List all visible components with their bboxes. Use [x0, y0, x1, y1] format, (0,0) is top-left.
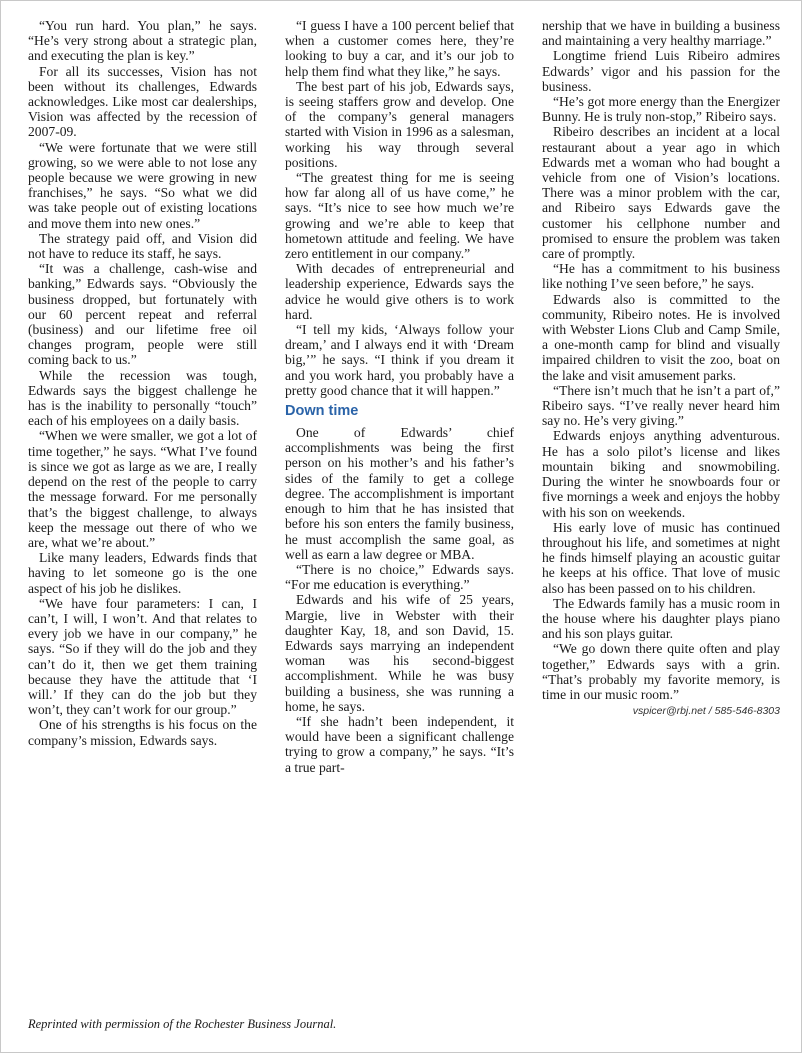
- paragraph: “We have four parameters: I can, I can’t, I will, I won’t. And that relates to every job we have in our company,” he says. “So if they will do the job and they can’t do it, then we get them training because they have the attitude that ‘I will.’ If they can do the job but they won’t, they can’t work for our group.”: [28, 595, 257, 718]
- column-2: [285, 18, 514, 775]
- column-1: [28, 18, 257, 775]
- paragraph: nership that we have in building a business and maintaining a very healthy marriage.”: [542, 18, 780, 49]
- paragraph: Edwards enjoys anything adventurous. He has a solo pilot’s license and likes mountain biking and snowmobiling. During the winter he snowboards four or five mornings a week and enjoys the hobby with his son on weekends.: [542, 428, 780, 520]
- paragraph: “We were fortunate that we were still growing, so we were able to not lose any people because we were growing in new franchises,” he says. “So what we did was take people out of existing locations and move them into new ones.”: [28, 139, 257, 231]
- paragraph: “The greatest thing for me is seeing how far along all of us have come,” he says. “It’s nice to see how much we’re growing and we’re able to keep that hometown attitude and feeling. We have zero entitlement in our company.”: [285, 170, 514, 262]
- section-subhead: Down time: [285, 403, 359, 420]
- paragraph: Edwards and his wife of 25 years, Margie, live in Webster with their daughter Kay, 18, and son David, 15. Edwards says marrying an independent woman was his second-biggest accomplishment. While he was busy building a business, she was running a home, he says.: [285, 592, 514, 714]
- reprint-credit: Reprinted with permission of the Rochester Business Journal.: [28, 1017, 337, 1031]
- paragraph: One of his strengths is his focus on the company’s mission, Edwards says.: [28, 717, 257, 748]
- paragraph: The best part of his job, Edwards says, is seeing staffers grow and develop. One of the company’s general managers started with Vision in 1996 as a salesman, working his way through several positions.: [285, 78, 514, 170]
- paragraph: With decades of entrepreneurial and leadership experience, Edwards says the advice he would give others is to work hard.: [285, 261, 514, 322]
- paragraph: “We go down there quite often and play together,” Edwards says with a grin. “That’s probably my favorite memory, is time in our music room.”: [542, 641, 780, 702]
- paragraph: “There isn’t much that he isn’t a part of,” Ribeiro says. “I’ve really never heard him say no. He’s very giving.”: [542, 382, 780, 429]
- column-3: [542, 18, 780, 775]
- paragraph: One of Edwards’ chief accomplishments was being the first person on his mother’s and his father’s sides of the family to get a college degree. The accomplishment is important enough to him that he has insisted that before his son enters the family business, he must accomplish the same goal, as well as earn a law degree or MBA.: [285, 425, 514, 562]
- paragraph: “If she hadn’t been independent, it would have been a significant challenge trying to grow a company,” he says. “It’s a true part-: [285, 713, 514, 775]
- paragraph: “You run hard. You plan,” he says. “He’s very strong about a strategic plan, and executing the plan is key.”: [28, 18, 257, 64]
- paragraph: Ribeiro describes an incident at a local restaurant about a year ago in which Edwards met a woman who had bought a vehicle from one of Vision’s locations. There was a minor problem with the car, and Ribeiro says Edwards gave the customer his cellphone number and promised to ensure the problem was taken care of promptly.: [542, 124, 780, 262]
- paragraph: For all its successes, Vision has not been without its challenges, Edwards acknowledges. Like most car dealerships, Vision was affected by the recession of 2007-09.: [28, 63, 257, 140]
- paragraph: The strategy paid off, and Vision did not have to reduce its staff, he says.: [28, 230, 257, 262]
- paragraph: “He has a commitment to his business like nothing I’ve seen before,” he says.: [542, 261, 780, 292]
- paragraph: “When we were smaller, we got a lot of time together,” he says. “What I’ve found is since we got as large as we are, I really depend on the rest of the people to carry the message forward. For me personally that’s the biggest challenge, to always keep the message out there of who we are, what we’re about.”: [28, 428, 257, 550]
- paragraph: While the recession was tough, Edwards says the biggest challenge he has is the inability to personally “touch” each of his employees on a daily basis.: [28, 367, 257, 429]
- paragraph: “It was a challenge, cash-wise and banking,” Edwards says. “Obviously the business dropped, but fortunately with our 60 percent repeat and referral (business) and our lifetime free oil changes program, people were still coming back to us.”: [28, 261, 257, 368]
- paragraph: Edwards also is committed to the community, Ribeiro notes. He is involved with Webster Lions Club and Camp Smile, a one-month camp for blind and visually impaired children to visit the zoo, boat on the lake and visit amusement parks.: [542, 291, 780, 383]
- article-body: [28, 18, 778, 775]
- paragraph: The Edwards family has a music room in the house where his daughter plays piano and his son plays guitar.: [542, 595, 780, 642]
- paragraph: “There is no choice,” Edwards says. “For me education is everything.”: [285, 561, 514, 593]
- author-contact: vspicer@rbj.net / 585-546-8303: [632, 705, 780, 718]
- paragraph: “I guess I have a 100 percent belief that when a customer comes here, they’re looking to buy a car, and it’s our job to help them find what they like,” he says.: [285, 18, 514, 79]
- paragraph: “I tell my kids, ‘Always follow your dream,’ and I always end it with ‘Dream big,’” he says. “I think if you dream it and you work hard, you probably have a pretty good chance that it will happen.”: [285, 322, 514, 398]
- paragraph: His early love of music has continued throughout his life, and sometimes at night he finds himself playing an acoustic guitar he keeps at his office. That love of music also has been passed on to his children.: [542, 519, 780, 596]
- paragraph: Longtime friend Luis Ribeiro admires Edwards’ vigor and his passion for the business.: [542, 48, 780, 94]
- paragraph: “He’s got more energy than the Energizer Bunny. He is truly non-stop,” Ribeiro says.: [542, 94, 780, 125]
- paragraph: Like many leaders, Edwards finds that having to let someone go is the one aspect of his job he dislikes.: [28, 550, 257, 596]
